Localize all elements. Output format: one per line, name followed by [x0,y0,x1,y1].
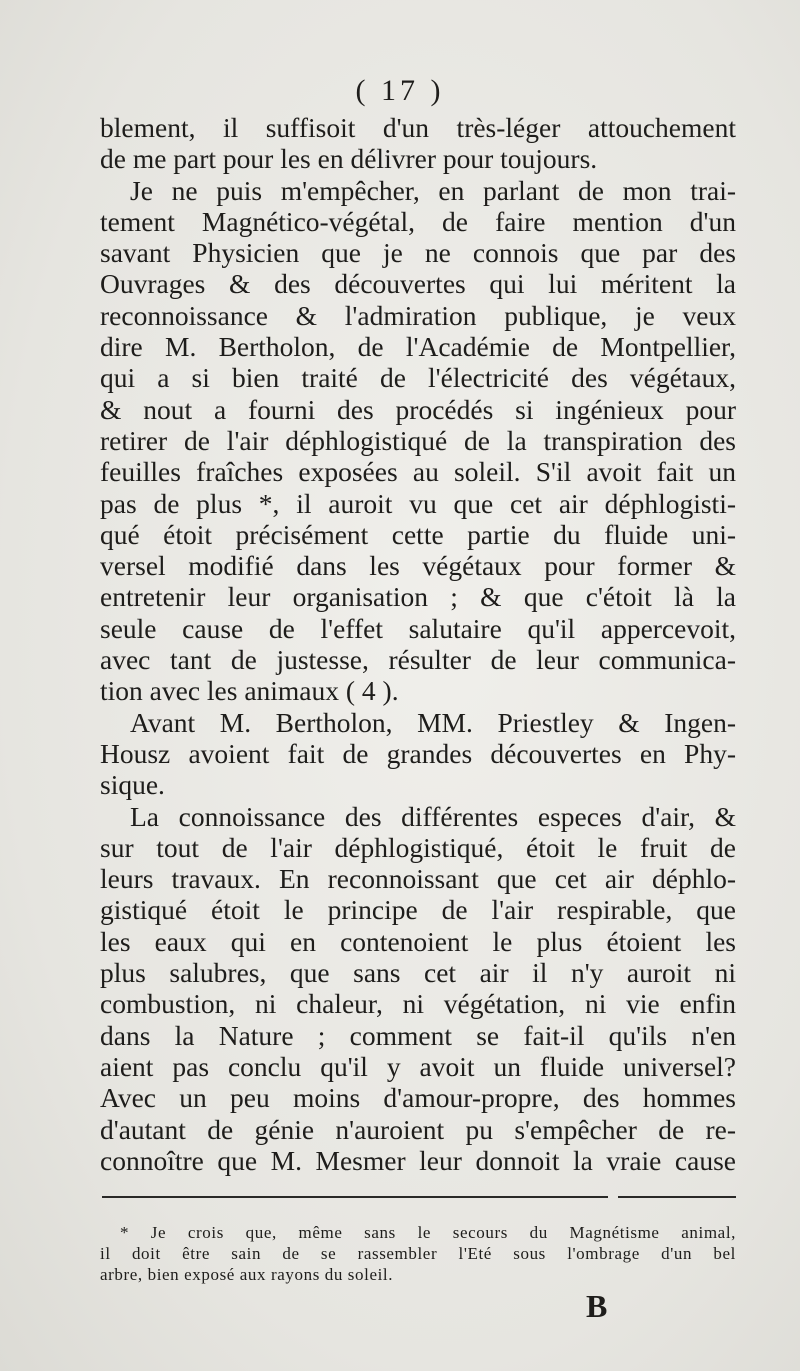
text-line: Avant M. Bertholon, MM. Priestley & Ingen- [130,706,736,738]
text-line: d'autant de génie n'auroient pu s'empêcher de re- [100,1113,736,1145]
text-line: qué étoit précisément cette partie du fluide uni- [100,518,736,550]
paragraph [100,175,736,707]
main-text [100,112,736,1176]
signature-mark: B [586,1288,608,1324]
text-line: sur tout de l'air déphlogistiqué, étoit le fruit de [100,831,736,863]
paragraph [100,112,736,175]
text-line: tion avec les animaux ( 4 ). [100,675,399,707]
paragraph [100,801,736,1177]
footnote-line: il doit être sain de se rassembler l'Eté sous l'ombrage d'un bel [100,1244,736,1263]
text-line: tement Magnético-végétal, de faire mention d'un [100,205,736,237]
page-number: ( 17 ) [355,74,445,107]
footnote-line: arbre, bien exposé aux rayons du soleil. [100,1265,394,1284]
text-line: La connoissance des différentes especes d'air, & [130,800,736,832]
text-line: seule cause de l'effet salutaire qu'il appercevoit, [100,612,736,644]
text-line: versel modifié dans les végétaux pour former & [100,550,736,582]
footnote-line: * Je crois que, même sans le secours du Magnétisme animal, [120,1223,736,1242]
text-line: avec tant de justesse, résulter de leur communica- [100,644,736,676]
text-line: Avec un peu moins d'amour-propre, des hommes [100,1082,736,1114]
text-line: leurs travaux. En reconnoissant que cet air déphlo- [100,863,736,895]
text-line: sique. [100,769,165,801]
footnote [100,1222,736,1285]
text-line: retirer de l'air déphlogistiqué de la transpiration des [100,424,736,456]
text-line: dans la Nature ; comment se fait-il qu'ils n'en [100,1019,736,1051]
text-line: savant Physicien que je ne connois que par des [100,237,736,269]
text-line: combustion, ni chaleur, ni végétation, ni vie enfin [100,988,736,1020]
text-line: Je ne puis m'empêcher, en parlant de mon trai- [130,174,736,206]
text-line: aient pas conclu qu'il y avoit un fluide universel? [100,1050,736,1082]
text-line: & nout a fourni des procédés si ingénieux pour [100,393,736,425]
text-line: connoître que M. Mesmer leur donnoit la vraie cause [100,1144,736,1176]
text-line: qui a si bien traité de l'électricité des végétaux, [100,362,736,394]
footnote-separator [102,1196,608,1198]
text-line: gistiqué étoit le principe de l'air respirable, que [100,894,736,926]
text-line: de me part pour les en délivrer pour toujours. [100,143,598,175]
text-line: dire M. Bertholon, de l'Académie de Montpellier, [100,331,736,363]
text-line: plus salubres, que sans cet air il n'y auroit ni [100,957,736,989]
text-line: les eaux qui en contenoient le plus étoient les [100,925,736,957]
footnote-separator [618,1196,736,1198]
text-line: Housz avoient fait de grandes découvertes en Phy- [100,737,736,769]
text-line: blement, il suffisoit d'un très-léger attouchement [100,112,736,143]
paragraph [100,707,736,801]
text-line: Ouvrages & des découvertes qui lui méritent la [100,268,736,300]
text-line: entretenir leur organisation ; & que c'étoit là la [100,581,736,613]
text-line: reconnoissance & l'admiration publique, je veux [100,299,736,331]
text-line: feuilles fraîches exposées au soleil. S'il avoit fait un [100,456,736,488]
text-line: pas de plus *, il auroit vu que cet air déphlogisti- [100,487,736,519]
